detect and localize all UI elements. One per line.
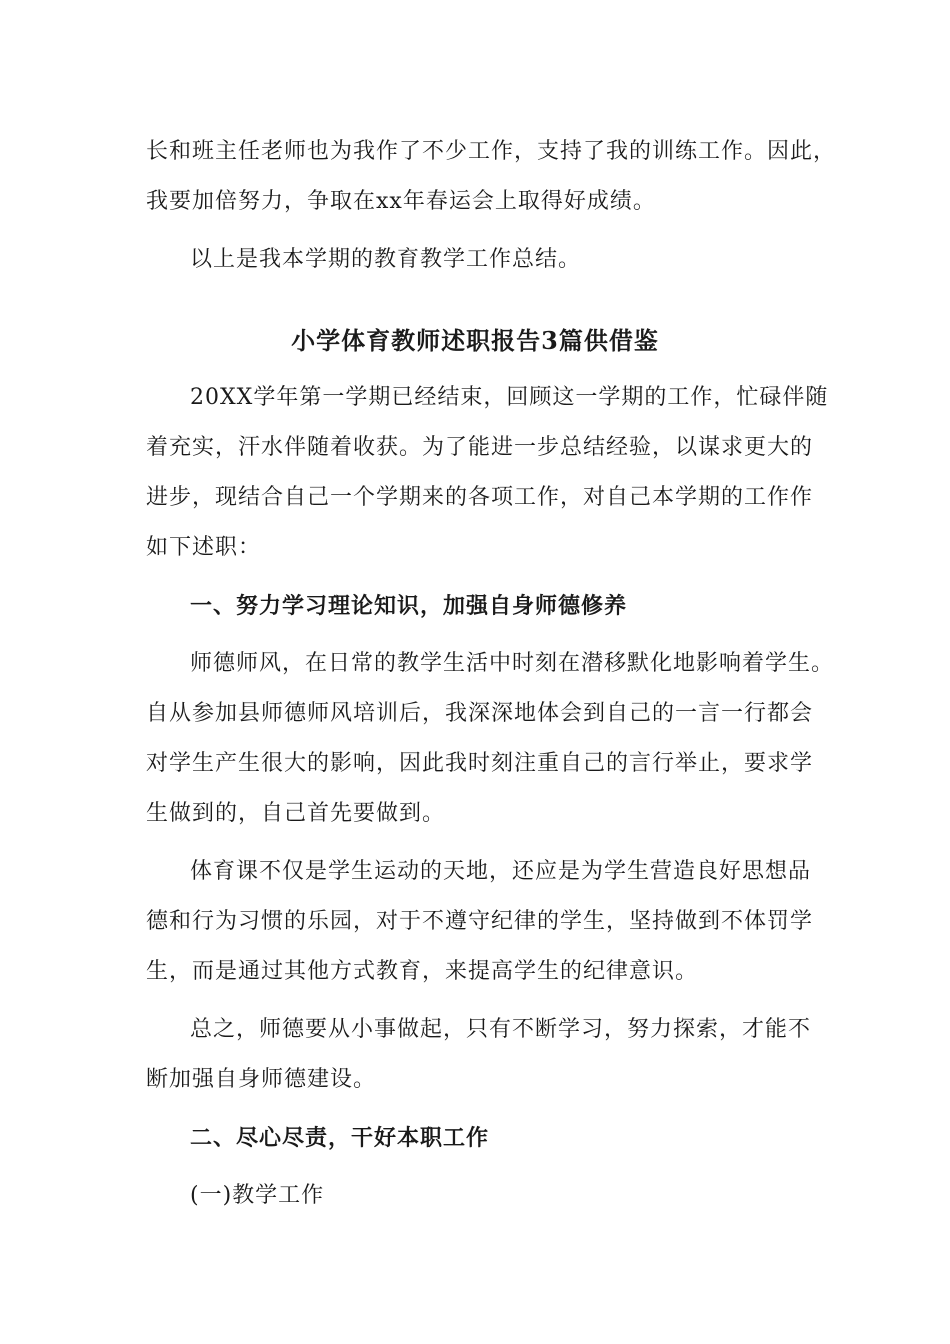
section-heading: 二、尽心尽责，干好本职工作: [190, 1125, 490, 1151]
subsection-heading: (一)教学工作: [190, 1183, 325, 1208]
section-heading: 一、努力学习理论知识，加强自身师德修养: [190, 593, 628, 619]
paragraph-line: 如下述职：: [146, 535, 262, 560]
paragraph-line: 以上是我本学期的教育教学工作总结。: [190, 247, 582, 272]
paragraph-line: 着充实，汗水伴随着收获。为了能进一步总结经验，以谋求更大的: [146, 435, 814, 460]
paragraph-line: 生做到的，自己首先要做到。: [146, 801, 446, 826]
paragraph-line: 进步，现结合自己一个学期来的各项工作，对自己本学期的工作作: [146, 485, 814, 510]
paragraph-line: 长和班主任老师也为我作了不少工作，支持了我的训练工作。因此，: [146, 139, 837, 164]
paragraph-line: 自从参加县师德师风培训后，我深深地体会到自己的一言一行都会: [146, 701, 814, 726]
paragraph-line: 20XX学年第一学期已经结束，回顾这一学期的工作，忙碌伴随: [190, 385, 829, 410]
paragraph-line: 生，而是通过其他方式教育，来提高学生的纪律意识。: [146, 959, 699, 984]
paragraph-line: 我要加倍努力，争取在xx年春运会上取得好成绩。: [146, 189, 656, 214]
paragraph-line: 总之，师德要从小事做起，只有不断学习，努力探索，才能不: [190, 1017, 812, 1042]
document-title: 小学体育教师述职报告3篇供借鉴: [291, 326, 659, 355]
paragraph-line: 德和行为习惯的乐园，对于不遵守纪律的学生，坚持做到不体罚学: [146, 909, 814, 934]
paragraph-line: 对学生产生很大的影响，因此我时刻注重自己的言行举止，要求学: [146, 751, 814, 776]
paragraph-line: 断加强自身师德建设。: [146, 1067, 377, 1092]
paragraph-line: 体育课不仅是学生运动的天地，还应是为学生营造良好思想品: [190, 859, 812, 884]
paragraph-line: 师德师风，在日常的教学生活中时刻在潜移默化地影响着学生。: [190, 651, 835, 676]
